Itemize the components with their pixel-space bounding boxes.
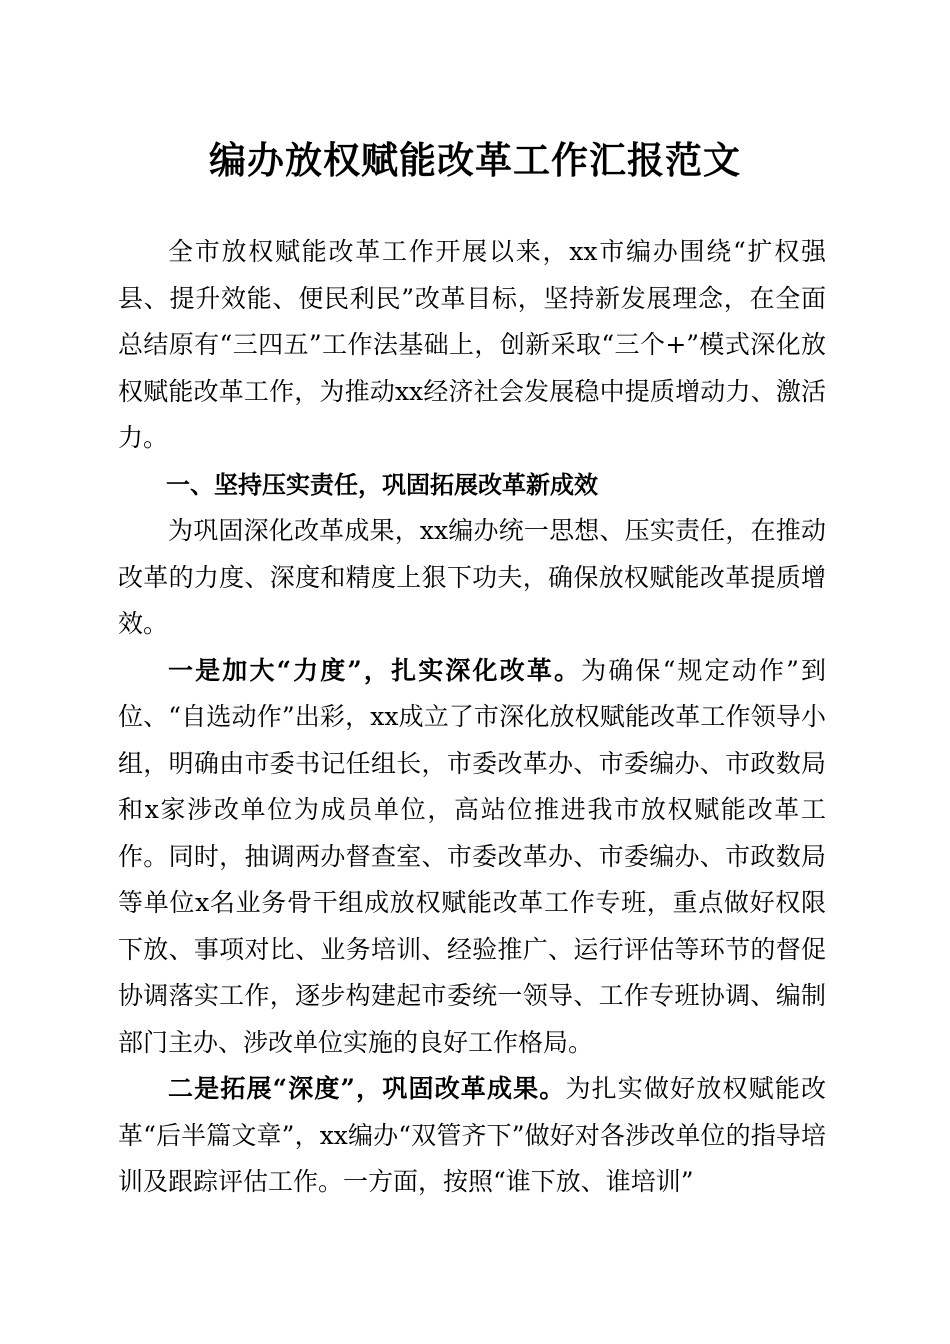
point-two-lead: 二是拓展“深度”，巩固改革成果。	[168, 1074, 566, 1103]
section-heading: 一、坚持压实责任，巩固拓展改革新成效	[166, 470, 598, 499]
section-paragraph: 为巩固深化改革成果，xx编办统一思想、压实责任，在推动改革的力度、深度和精度上狠下功夫，确保放权赋能改革提质增效。	[118, 516, 826, 638]
document-body	[118, 229, 826, 1206]
point-two-text: 为扎实做好放权赋能改革“后半篇文章”，xx编办“双管齐下”做好对各涉改单位的指导培训及跟踪评估工作。一方面，按照“谁下放、谁培训”	[118, 1074, 826, 1196]
point-one-paragraph	[118, 648, 826, 1067]
point-one-text: 为确保“规定动作”到位、“自选动作”出彩，xx成立了市深化放权赋能改革工作领导小组，明确由市委书记任组长，市委改革办、市委编办、市政数局和x家涉改单位为成员单位，高站位推进我市放权赋能改革工作。同时，抽调两办督查室、市委改革办、市委编办、市政数局等单位x名业务骨干组成放权赋能改革工作专班，重点做好权限下放、事项对比、业务培训、经验推广、运行评估等环节的督促协调落实工作，逐步构建起市委统一领导、工作专班协调、编制部门主办、涉改单位实施的良好工作格局。	[118, 655, 827, 1057]
document-title: 编办放权赋能改革工作汇报范文	[209, 138, 741, 182]
point-one-lead: 一是加大“力度”，扎实深化改革。	[168, 655, 582, 685]
intro-paragraph: 全市放权赋能改革工作开展以来，xx市编办围绕“扩权强县、提升效能、便民利民”改革目标，坚持新发展理念，在全面总结原有“三四五”工作法基础上，创新采取“三个+”模式深化放权赋能改革工作，为推动xx经济社会发展稳中提质增动力、激活力。	[118, 237, 826, 452]
point-two-paragraph	[118, 1066, 826, 1206]
